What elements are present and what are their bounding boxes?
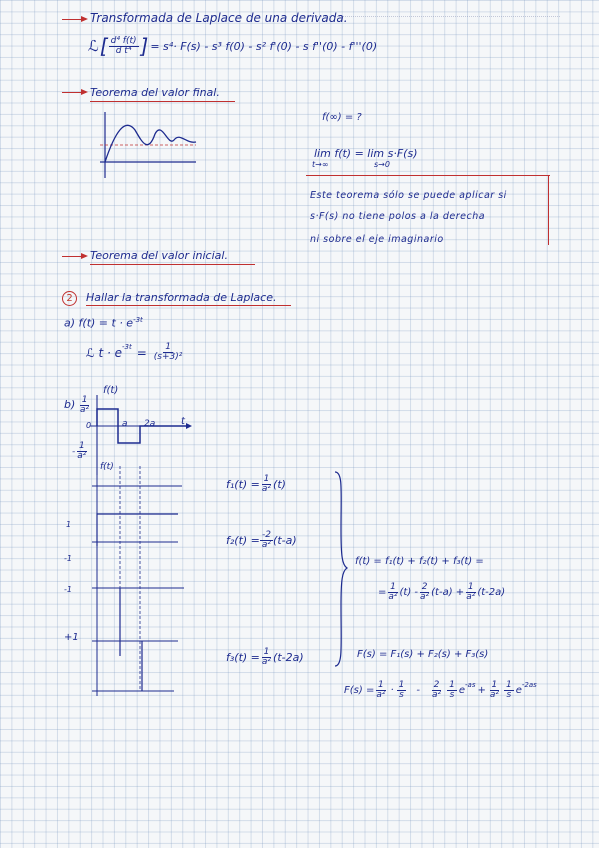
f1-lhs: f₁(t) =: [226, 478, 260, 491]
Fs2-d3: a²: [431, 690, 442, 700]
Fs2-e2-exp: -2as: [521, 681, 537, 689]
f1-num: 1: [263, 474, 270, 484]
note-line-2: s·F(s) no tiene polos a la derecha: [310, 211, 486, 222]
axis-2a-label: 2a: [144, 419, 156, 429]
f3-eq: [226, 648, 304, 667]
sec2-underline: [90, 101, 235, 102]
Fs2-e2: e: [515, 685, 522, 696]
part-a-text: a) f(t) = t · e: [64, 316, 134, 330]
decomposition-plots: [92, 466, 212, 706]
y-neg-den: a²: [77, 451, 87, 461]
final-value-graph: [100, 112, 200, 182]
sum2-n2: 2: [421, 582, 428, 592]
sum-line-1: f(t) = f₁(t) + f₂(t) + f₃(t) =: [355, 556, 484, 567]
f1-den: a²: [261, 484, 272, 494]
sum2-t1: (t) -: [399, 587, 419, 598]
axis-a-label: a: [122, 419, 128, 429]
sum2-t3: (t-2a): [477, 587, 506, 598]
Fs-line-1: F(s) = F₁(s) + F₂(s) + F₃(s): [357, 649, 489, 660]
sum2-eq: =: [378, 587, 387, 598]
f3-den: a²: [261, 657, 272, 667]
f2-den: a²: [261, 540, 272, 550]
final-value-limit: lim f(t) = lim s·F(s): [314, 147, 418, 160]
limit-box-top: [306, 175, 550, 176]
sec3-title: Teorema del valor inicial.: [90, 249, 228, 262]
sec1-title: Transformada de Laplace de una derivada.: [90, 11, 348, 25]
Fs2-lhs: F(s) =: [344, 685, 375, 696]
f2-num: -2: [261, 530, 271, 540]
Fs2-d6: s: [506, 690, 512, 700]
Fs2-n3: 2: [433, 680, 440, 690]
side-label-p: +1: [64, 632, 79, 643]
part-a-lhs: ℒ t · e: [86, 345, 122, 360]
Fs2-plus: +: [477, 685, 486, 696]
Fs2-d1: a²: [376, 690, 386, 700]
f3-end: (t-2a): [273, 651, 304, 664]
final-value-question: f(∞) = ?: [322, 112, 362, 123]
part-b-label: b): [64, 398, 76, 411]
bullet-arrow-1: [62, 19, 86, 20]
side-label-1: 1: [66, 520, 72, 529]
axis-zero: 0: [86, 421, 92, 430]
limit-sub-t: t→∞: [312, 160, 329, 169]
note-bracket-right: [548, 175, 549, 245]
Fs2-n4: 1: [449, 680, 455, 690]
part-a-num: 1: [165, 342, 171, 352]
part-a-den: (s+3)²: [153, 352, 183, 362]
limit-sub-s: s→0: [374, 160, 390, 169]
sum2-t2: (t-a) +: [431, 587, 465, 598]
Fs2-n2: 1: [398, 680, 405, 690]
sec1-lhs-num: d⁴ f(t): [110, 35, 137, 46]
part-a-transform: ℒ t · e $^{-3t}$ = $\frac{1}{\text{(s+3)²}}$: [86, 342, 183, 362]
Fs2-dot: ·: [390, 685, 394, 696]
sum-line-2: [378, 583, 505, 602]
bullet-arrow-3: [62, 256, 86, 257]
y-neg-sign: -: [72, 446, 76, 457]
Fs-line-2: [344, 681, 537, 700]
sum2-n1: 1: [390, 582, 396, 592]
sum2-d1: a²: [388, 592, 398, 602]
sec4-title: Hallar la transformada de Laplace.: [86, 291, 277, 304]
side-label-m1: -1: [64, 554, 72, 563]
Fs2-n6: 1: [505, 680, 512, 690]
side-label-m2: -1: [64, 585, 72, 594]
Fs2-d2: s: [399, 690, 404, 700]
Fs2-d5: a²: [489, 690, 499, 700]
part-a-label: [64, 316, 143, 330]
note-line-1: Este teorema sólo se puede aplicar si: [310, 190, 507, 201]
f1-plot-label: f(t): [100, 462, 114, 472]
sum2-n3: 1: [467, 582, 474, 592]
y-pos-den: a²: [80, 405, 90, 415]
Fs2-n1: 1: [378, 680, 384, 690]
sec2-title: Teorema del valor final.: [90, 86, 220, 99]
note-line-3: ni sobre el eje imaginario: [310, 234, 444, 245]
Fs2-minus: -: [416, 685, 420, 696]
f1-eq: [226, 475, 286, 494]
y-neg-label: [72, 442, 88, 461]
Fs2-n5: 1: [491, 680, 498, 690]
y-neg-num: 1: [78, 441, 85, 451]
curly-brace: [333, 470, 349, 670]
sum2-d2: a²: [420, 592, 430, 602]
f3-num: 1: [263, 647, 270, 657]
f1-end: (t): [273, 478, 286, 491]
Fs2-e1: e: [458, 685, 465, 696]
Fs2-d4: s: [449, 690, 455, 700]
part-a-lhs-exp: -3t: [122, 343, 132, 351]
f3-lhs: f₃(t) =: [226, 651, 260, 664]
y-pos-num: 1: [81, 395, 88, 405]
Fs2-e1-exp: -as: [465, 681, 476, 689]
axis-t-label: t: [181, 416, 185, 427]
exercise-number: 2: [62, 291, 77, 306]
bullet-arrow-2: [62, 92, 86, 93]
sec4-underline: [86, 305, 291, 306]
sec1-rhs: = s⁴· F(s) - s³ f(0) - s² f'(0) - s f''(0) - f'''(0): [150, 39, 378, 53]
sec3-underline: [90, 264, 255, 265]
sec1-lhs-den: d t⁴: [115, 45, 132, 56]
f2-lhs: f₂(t) =: [226, 534, 260, 547]
f2-end: (t-a): [273, 534, 297, 547]
sec1-formula: ℒ [ $\frac{\text{d⁴ f(t)}}{\text{d t⁴}}$ ] = s⁴· F(s) - s³ f(0) - s² f'(0) - s f''(0) - f'''(0): [88, 34, 378, 58]
f2-eq: [226, 531, 297, 550]
part-a-exp: -3t: [133, 316, 143, 324]
sum2-d3: a²: [466, 592, 476, 602]
ft-label: f(t): [103, 385, 119, 396]
